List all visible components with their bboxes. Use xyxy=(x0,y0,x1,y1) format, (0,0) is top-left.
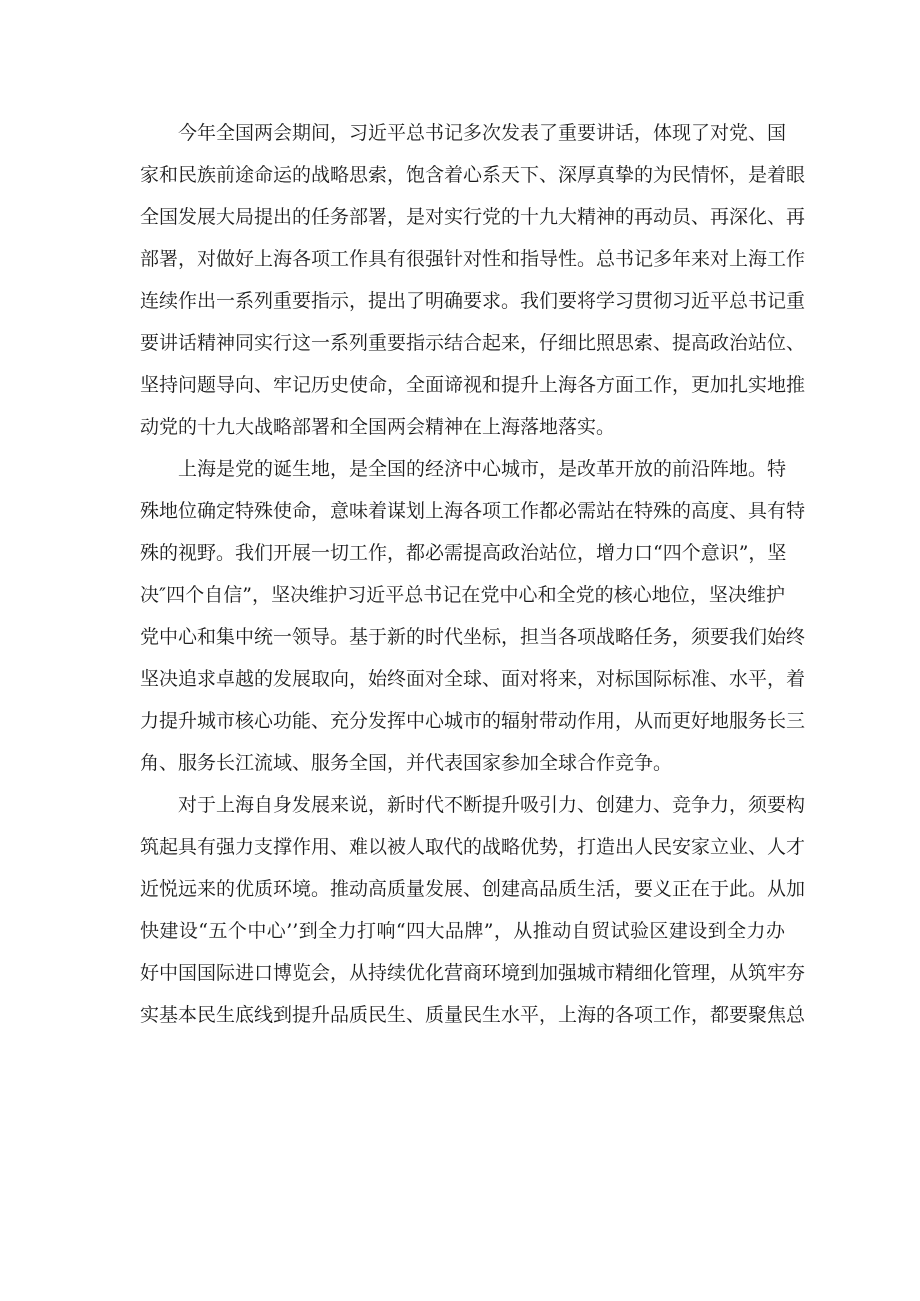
text-line: 坚持问题导向、牢记历史使命，全面谛视和提升上海各方面工作，更加扎实地推 xyxy=(140,374,806,396)
text-line: 连续作出一系列重要指示，提出了明确要求。我们要将学习贯彻习近平总书记重 xyxy=(140,290,806,312)
text-line: 部署，对做好上海各项工作具有很强针对性和指导性。总书记多年来对上海工作 xyxy=(140,248,806,270)
text-line: 实基本民生底线到提升品质民生、质量民生水平，上海的各项工作，都要聚焦总 xyxy=(140,1004,806,1026)
text-line: 要讲话精神同实行这一系列重要指示结合起来，仔细比照思索、提高政治站位、 xyxy=(140,332,806,354)
text-line: 动党的十九大战略部署和全国两会精神在上海落地落实。 xyxy=(140,416,616,438)
text-line: 好中国国际进口博览会，从持续优化营商环境到加强城市精细化管理，从筑牢夯 xyxy=(140,962,806,984)
text-line: 家和民族前途命运的战略思索，饱含着心系天下、深厚真挚的为民情怀，是着眼 xyxy=(140,164,806,186)
text-line: 角、服务长江流域、服务全国，并代表国家参加全球合作竞争。 xyxy=(140,752,673,774)
text-line: 坚决追求卓越的发展取向，始终面对全球、面对将来，对标国际标准、水平，着 xyxy=(140,668,806,690)
text-line: 今年全国两会期间，习近平总书记多次发表了重要讲话，体现了对党、国 xyxy=(178,122,787,144)
text-line: 近悦远来的优质环境。推动高质量发展、创建高品质生活，要义正在于此。从加 xyxy=(140,878,806,900)
text-line: 上海是党的诞生地，是全国的经济中心城市，是改革开放的前沿阵地。特 xyxy=(178,458,787,480)
text-line: 对于上海自身发展来说，新时代不断提升吸引力、创建力、竞争力，须要构 xyxy=(178,794,806,816)
text-line: 殊的视野。我们开展一切工作，都必需提高政治站位，增力口“四个意识”，坚 xyxy=(140,542,787,564)
text-line: 决″四个自信”，坚决维护习近平总书记在党中心和全党的核心地位，坚决维护 xyxy=(140,584,785,606)
text-line: 殊地位确定特殊使命，意味着谋划上海各项工作都必需站在特殊的高度、具有特 xyxy=(140,500,806,522)
text-line: 筑起具有强力支撑作用、难以被人取代的战略优势，打造出人民安家立业、人才 xyxy=(140,836,806,858)
document-body xyxy=(140,112,806,1036)
text-line: 快建设“五个中心’’到全力打响“四大品牌”，从推动自贸试验区建设到全力办 xyxy=(140,920,785,942)
text-line: 党中心和集中统一领导。基于新的时代坐标，担当各项战略任务，须要我们始终 xyxy=(140,626,806,648)
paragraph-2 xyxy=(140,448,806,784)
paragraph-3 xyxy=(140,784,806,1036)
text-line: 力提升城市核心功能、充分发挥中心城市的辐射带动作用，从而更好地服务长三 xyxy=(140,710,806,732)
text-line: 全国发展大局提出的任务部署，是对实行党的十九大精神的再动员、再深化、再 xyxy=(140,206,806,228)
paragraph-1 xyxy=(140,112,806,448)
